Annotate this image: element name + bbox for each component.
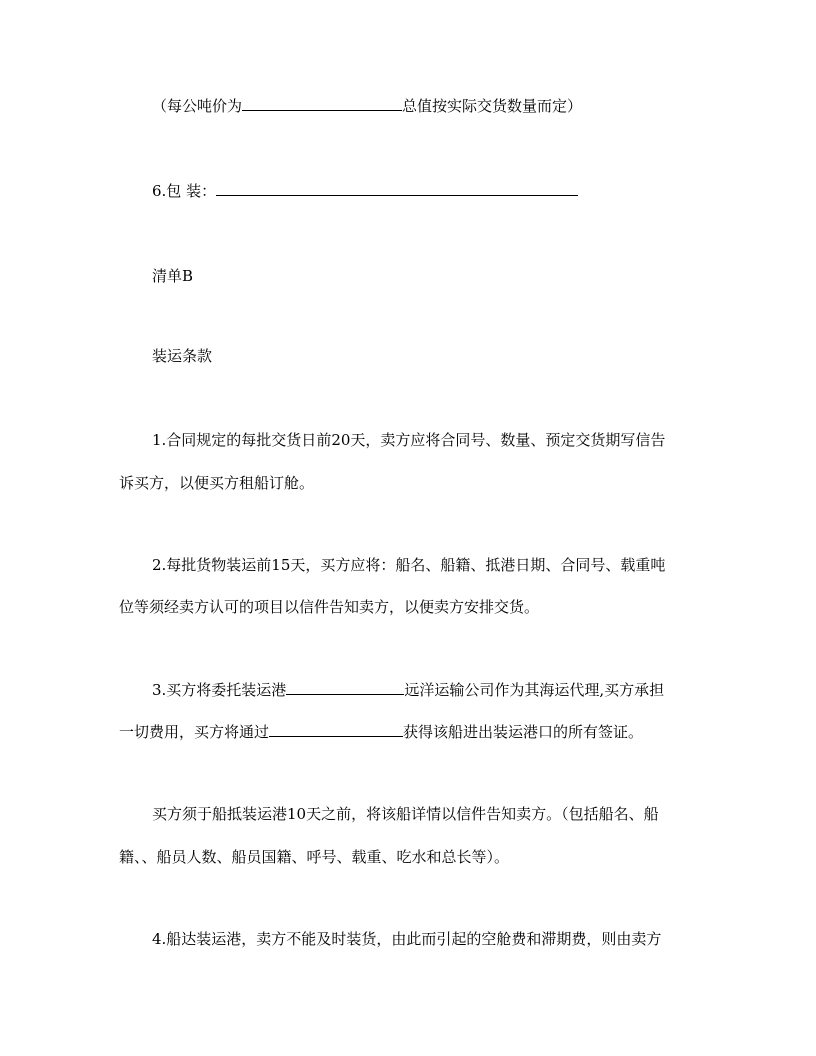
clause2-line1: 2.每批货物装运前15天，买方应将：船名、船籍、抵港日期、合同号、载重吨 [152,556,666,574]
clause3-via-blank[interactable] [269,722,403,737]
clause3-line2-prefix: 一切费用，买方将通过 [119,723,270,741]
clause3-port-blank[interactable] [286,680,404,695]
unit-price-prefix: （每公吨价为 [152,97,243,115]
clause3-line1-suffix: 远洋运输公司作为其海运代理,买方承担 [404,681,665,699]
clause1-line2: 诉买方，以便买方租船订舱。 [119,474,315,492]
clause2-line2: 位等须经卖方认可的项目以信件告知卖方，以便卖方安排交货。 [119,598,540,616]
clause3-line1-prefix: 3.买方将委托装运港 [152,681,287,699]
clause4-line1: 4.船达装运港，卖方不能及时装货，由此而引起的空舱费和滞期费，则由卖方 [152,930,662,948]
clause1-line1: 1.合同规定的每批交货日前20天，卖方应将合同号、数量、预定交货期写信告 [152,431,666,449]
clause3-line2-suffix: 获得该船进出装运港口的所有签证。 [403,723,644,741]
clause3-line1 [152,680,664,700]
clause3-line2 [119,722,643,742]
shipping-terms-heading: 装运条款 [152,347,213,365]
notice-line1: 买方须于船抵装运港10天之前，将该船详情以信件告知卖方。（包括船名、船 [152,805,659,823]
packing-label: 6.包 装： [152,182,217,200]
unit-price-suffix: 总值按实际交货数量而定） [402,97,583,115]
notice-line2: 籍、、船员人数、船员国籍、呼号、载重、吃水和总长等）。 [119,848,510,866]
packing-blank[interactable] [216,181,578,196]
list-b-title: 清单B [152,267,194,285]
unit-price-blank[interactable] [242,96,402,111]
packing-line [152,181,578,201]
unit-price-line [152,96,582,116]
